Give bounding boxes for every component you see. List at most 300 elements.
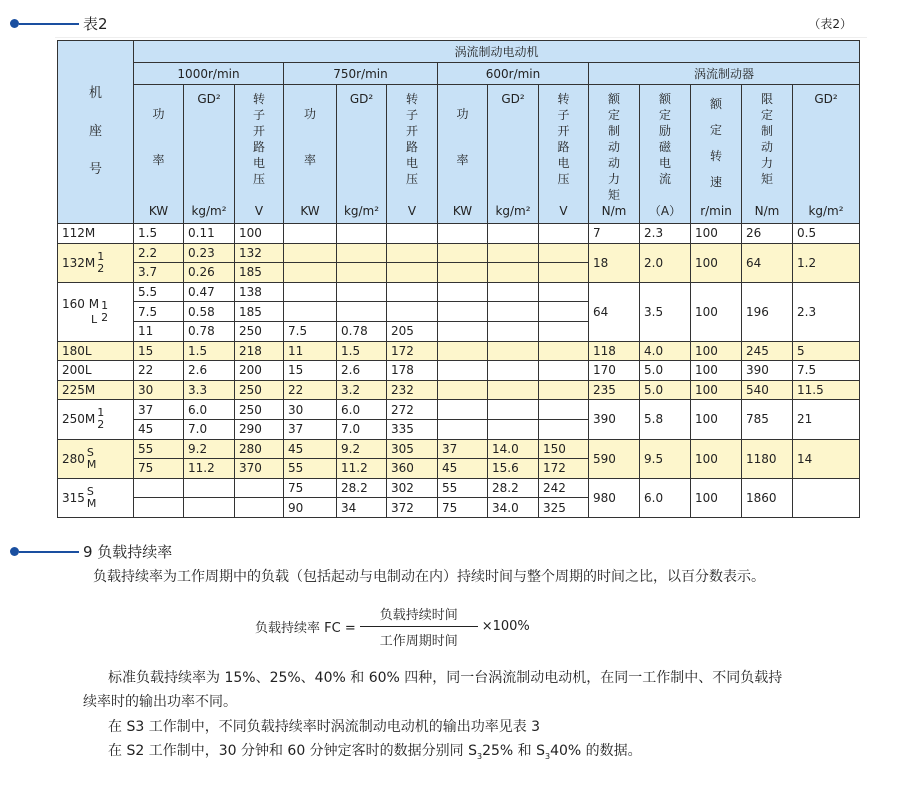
table-cell: 28.2 (337, 478, 387, 498)
header-label (188, 85, 230, 223)
header-chars: 限定制动力矩 (760, 92, 773, 186)
brake-cell: 540 (742, 380, 793, 400)
seat-base: 160 M (62, 296, 100, 311)
table-cell (539, 400, 589, 420)
seat-cell (58, 361, 134, 381)
table-cell (387, 263, 438, 283)
header-row (58, 63, 860, 85)
speed-header: 600r/min (438, 63, 589, 85)
table-cell (337, 224, 387, 244)
table-cell (488, 321, 539, 341)
duty-cycle-formula (255, 604, 530, 649)
brake-cell: 5.0 (640, 361, 691, 381)
table-row (58, 282, 860, 302)
header-unit: N/m (601, 204, 627, 218)
para1-line1: 标准负载持续率为 15%、25%、40% 和 60% 四种，同一台涡流制动电动机，在同一工作制中、不同负载持 (108, 670, 783, 686)
seat-cell (58, 224, 134, 244)
table-cell: 360 (387, 459, 438, 479)
table-cell (438, 282, 488, 302)
table-cell (488, 380, 539, 400)
brake-cell: 64 (742, 243, 793, 282)
seat-suffix (97, 407, 104, 431)
brake-cell: 21 (793, 400, 860, 439)
header-label (797, 85, 855, 223)
seat-base-wrap (62, 362, 92, 378)
seat-base-wrap (62, 382, 95, 398)
seat-cell (58, 400, 134, 439)
table-row (58, 400, 860, 420)
column-header (184, 85, 235, 224)
table-cell: 7.0 (184, 419, 235, 439)
header-unit: KW (300, 204, 320, 218)
seat-label (62, 362, 129, 378)
table-cell: 1.5 (184, 341, 235, 361)
seat-label (62, 225, 129, 241)
table-cell: 22 (284, 380, 337, 400)
table-cell (438, 224, 488, 244)
table-cell (488, 243, 539, 263)
table-cell: 1.5 (134, 224, 184, 244)
seat-extra: L (90, 312, 98, 326)
seat-cell (58, 380, 134, 400)
brake-cell: 235 (589, 380, 640, 400)
table-cell: 3.3 (184, 380, 235, 400)
table-cell: 9.2 (184, 439, 235, 459)
table-cell: 11.2 (184, 459, 235, 479)
seat-suffix (87, 486, 97, 510)
header-unit: r/min (700, 204, 732, 218)
header-unit: V (559, 204, 568, 218)
header-label (391, 85, 433, 223)
brake-cell: 26 (742, 224, 793, 244)
column-header (793, 85, 860, 224)
column-header (589, 85, 640, 224)
bullet-dot-icon (10, 547, 19, 556)
header-row (58, 85, 860, 224)
table-cell: 28.2 (488, 478, 539, 498)
seat-header-label: 机座号 (88, 86, 102, 177)
brake-cell: 100 (691, 380, 742, 400)
divider (55, 37, 867, 38)
table-cell: 132 (235, 243, 284, 263)
speed-header: 750r/min (284, 63, 438, 85)
table-cell: 205 (387, 321, 438, 341)
seat-label (62, 343, 129, 359)
header-unit: KW (148, 204, 169, 218)
brake-cell: 390 (589, 400, 640, 439)
header-label (543, 85, 584, 223)
seat-suffix-item: 2 (101, 310, 109, 324)
table-row (58, 224, 860, 244)
seat-suffix-item: 1 (101, 298, 109, 312)
spec-table (57, 40, 860, 518)
seat-suffix-item: M (86, 457, 97, 471)
table-cell (539, 263, 589, 283)
table-cell (284, 282, 337, 302)
table-cell (438, 400, 488, 420)
header-chars: 额定制动动力矩 (607, 92, 620, 202)
table-cell: 250 (235, 321, 284, 341)
brake-cell: 3.5 (640, 282, 691, 341)
brake-cell: 14 (793, 439, 860, 478)
seat-cell (58, 478, 134, 517)
table-cell: 250 (235, 380, 284, 400)
header-label (138, 85, 179, 223)
table-section-heading (10, 13, 108, 34)
header-row (58, 41, 860, 63)
brake-cell: 9.5 (640, 439, 691, 478)
brake-cell: 170 (589, 361, 640, 381)
seat-base: 250M (62, 412, 96, 427)
table-row (58, 341, 860, 361)
table-cell: 45 (438, 459, 488, 479)
section9-heading (10, 541, 172, 562)
table-cell: 232 (387, 380, 438, 400)
table-cell (438, 419, 488, 439)
brake-cell: 1.2 (793, 243, 860, 282)
table-cell (488, 282, 539, 302)
para1-line2: 续率时的输出功率不同。 (83, 694, 237, 710)
brake-cell: 5.0 (640, 380, 691, 400)
table-cell (438, 263, 488, 283)
section9-intro: 负载持续率为工作周期中的负载（包括起动与电制动在内）持续时间与整个周期的时间之比，以百分数表示。 (93, 569, 765, 585)
header-unit: V (407, 204, 417, 218)
formula-lhs: 负载持续率 FC = (255, 621, 356, 636)
header-label (644, 85, 686, 223)
seat-suffix-item: 1 (97, 406, 105, 420)
header-label (492, 85, 534, 223)
seat-base: 225M (62, 383, 96, 398)
table-cell (387, 302, 438, 322)
table-cell: 100 (235, 224, 284, 244)
table-cell: 75 (438, 498, 488, 518)
table-cell: 55 (134, 439, 184, 459)
brake-cell: 2.3 (640, 224, 691, 244)
brake-cell: 590 (589, 439, 640, 478)
formula-fraction (360, 604, 478, 649)
brake-cell: 785 (742, 400, 793, 439)
header-unit: kg/m² (808, 204, 844, 218)
table-cell (539, 282, 589, 302)
header-unit: （A） (648, 204, 682, 218)
table-cell (337, 282, 387, 302)
brake-cell: 4.0 (640, 341, 691, 361)
table-cell: 55 (438, 478, 488, 498)
column-header (742, 85, 793, 224)
formula-factor: ×100% (481, 619, 530, 634)
bullet-line (19, 23, 79, 25)
table-row (58, 380, 860, 400)
table-cell: 3.2 (337, 380, 387, 400)
column-header (387, 85, 438, 224)
table-cell (539, 341, 589, 361)
brake-cell: 118 (589, 341, 640, 361)
header-chars: 功率 (456, 107, 469, 167)
header-label (695, 85, 737, 223)
table-cell: 6.0 (184, 400, 235, 420)
table-cell (387, 282, 438, 302)
brake-cell: 980 (589, 478, 640, 517)
column-header (438, 85, 488, 224)
header-chars: 功率 (152, 107, 165, 167)
table-cell (438, 302, 488, 322)
table-cell: 45 (134, 419, 184, 439)
table-cell (134, 498, 184, 518)
table-cell (539, 302, 589, 322)
header-chars: 转子开路电压 (557, 92, 570, 186)
table-cell (284, 224, 337, 244)
para3-text: 25% 和 S (482, 743, 546, 759)
seat-base: 180L (62, 343, 92, 358)
para3 (108, 741, 642, 767)
table-cell: 305 (387, 439, 438, 459)
formula-denominator: 工作周期时间 (379, 634, 458, 649)
bullet-line (19, 551, 79, 553)
seat-base-wrap (62, 296, 99, 328)
header-chars: GD² (197, 92, 221, 106)
table-cell: 14.0 (488, 439, 539, 459)
table-cell (387, 243, 438, 263)
seat-header (58, 41, 134, 224)
table-cell (284, 243, 337, 263)
table-cell (438, 321, 488, 341)
table-cell (284, 263, 337, 283)
seat-suffix-item: S (86, 484, 94, 498)
header-label (239, 85, 279, 223)
table-cell: 30 (284, 400, 337, 420)
table-cell (539, 243, 589, 263)
seat-cell (58, 439, 134, 478)
seat-cell (58, 282, 134, 341)
table-row (58, 478, 860, 498)
table-cell: 1.5 (337, 341, 387, 361)
table-cell (539, 321, 589, 341)
table-cell (134, 478, 184, 498)
subscript: 3 (477, 751, 483, 761)
table-cell (337, 302, 387, 322)
column-header (134, 85, 184, 224)
seat-suffix-item: S (86, 445, 94, 459)
header-chars: 转子开路电压 (252, 92, 265, 186)
brake-cell: 5.8 (640, 400, 691, 439)
header-chars: GD² (349, 92, 374, 106)
seat-base-wrap (62, 343, 92, 359)
header-label (593, 85, 635, 223)
brake-cell: 100 (691, 439, 742, 478)
brake-cell: 18 (589, 243, 640, 282)
brake-cell: 6.0 (640, 478, 691, 517)
table-cell: 7.5 (284, 321, 337, 341)
header-chars: GD² (501, 92, 525, 106)
seat-label (62, 407, 129, 431)
table-cell: 290 (235, 419, 284, 439)
table-cell (488, 341, 539, 361)
seat-suffix (87, 447, 97, 471)
header-chars: 转子开路电压 (405, 92, 418, 186)
table-cell: 75 (284, 478, 337, 498)
table-cell (438, 341, 488, 361)
table-cell: 335 (387, 419, 438, 439)
table-cell (539, 224, 589, 244)
header-unit: kg/m² (343, 204, 380, 218)
seat-base: 200L (62, 363, 92, 378)
brake-cell: 196 (742, 282, 793, 341)
table-cell: 3.7 (134, 263, 184, 283)
bullet-dot-icon (10, 19, 19, 28)
table-cell (438, 243, 488, 263)
header-unit: V (254, 204, 264, 218)
table-cell (235, 498, 284, 518)
brake-cell: 7.5 (793, 361, 860, 381)
seat-base-wrap (62, 451, 85, 467)
table-cell: 370 (235, 459, 284, 479)
table-cell: 0.26 (184, 263, 235, 283)
seat-base: 315 (62, 490, 85, 505)
column-header (691, 85, 742, 224)
table-cell (387, 224, 438, 244)
table-cell (488, 400, 539, 420)
table-cell: 37 (134, 400, 184, 420)
seat-base: 280 (62, 451, 85, 466)
seat-suffix (97, 251, 104, 275)
brake-cell: 11.5 (793, 380, 860, 400)
para3-text: 在 S2 工作制中，30 分钟和 60 分钟定客时的数据分别同 S (108, 743, 478, 759)
table-cell (438, 361, 488, 381)
table-cell (235, 478, 284, 498)
seat-cell (58, 341, 134, 361)
column-header (337, 85, 387, 224)
table-cell: 15.6 (488, 459, 539, 479)
table-cell: 178 (387, 361, 438, 381)
table-cell: 372 (387, 498, 438, 518)
seat-suffix-item: 2 (97, 261, 105, 275)
table-cell (539, 380, 589, 400)
table-section-title: 表2 (83, 15, 108, 33)
table-cell: 250 (235, 400, 284, 420)
seat-suffix-item: 1 (97, 249, 105, 263)
table-cell: 34 (337, 498, 387, 518)
seat-label (62, 382, 129, 398)
seat-base-wrap (62, 490, 85, 506)
column-header (488, 85, 539, 224)
table-cell: 185 (235, 302, 284, 322)
seat-cell (58, 243, 134, 282)
brake-cell: 100 (691, 400, 742, 439)
brake-cell: 2.0 (640, 243, 691, 282)
table-cell: 6.0 (337, 400, 387, 420)
table-cell (488, 302, 539, 322)
brake-cell: 100 (691, 478, 742, 517)
table-cell: 0.58 (184, 302, 235, 322)
seat-base-wrap (62, 411, 95, 427)
brake-cell: 1860 (742, 478, 793, 517)
table-cell: 302 (387, 478, 438, 498)
table-cell: 22 (134, 361, 184, 381)
table-cell: 90 (284, 498, 337, 518)
table-cell: 185 (235, 263, 284, 283)
table-cell: 45 (284, 439, 337, 459)
brake-cell: 100 (691, 341, 742, 361)
speed-header: 1000r/min (134, 63, 284, 85)
table-cell: 55 (284, 459, 337, 479)
table-cell: 37 (284, 419, 337, 439)
table-cell (539, 361, 589, 381)
table-cell (488, 263, 539, 283)
brake-cell: 390 (742, 361, 793, 381)
motor-header: 涡流制动电动机 (134, 41, 860, 63)
header-chars: 功率 (303, 107, 316, 167)
table-cell (488, 419, 539, 439)
column-header (284, 85, 337, 224)
table-cell: 7.5 (134, 302, 184, 322)
section9-title: 9 负载持续率 (83, 543, 173, 561)
table-cell: 150 (539, 439, 589, 459)
table-cell (438, 380, 488, 400)
table-cell (488, 224, 539, 244)
table-cell (488, 361, 539, 381)
column-header (539, 85, 589, 224)
brake-cell: 0.5 (793, 224, 860, 244)
table-cell: 0.78 (337, 321, 387, 341)
table-cell: 272 (387, 400, 438, 420)
para2: 在 S3 工作制中，不同负载持续率时涡流制动电动机的输出功率见表 3 (108, 719, 541, 735)
brake-cell: 100 (691, 224, 742, 244)
seat-label (62, 296, 129, 328)
table-cell: 0.47 (184, 282, 235, 302)
brake-cell: 100 (691, 282, 742, 341)
table-cell: 172 (539, 459, 589, 479)
table-caption: （表2） (808, 17, 852, 31)
table-cell (184, 478, 235, 498)
brake-header: 涡流制动器 (589, 63, 860, 85)
table-row (58, 243, 860, 263)
column-header (235, 85, 284, 224)
table-row (58, 439, 860, 459)
header-chars: 额定励磁电流 (658, 92, 671, 186)
table-cell: 2.2 (134, 243, 184, 263)
brake-cell: 245 (742, 341, 793, 361)
header-label (442, 85, 483, 223)
brake-cell: 100 (691, 243, 742, 282)
seat-label (62, 486, 129, 510)
seat-suffix-item: 2 (97, 418, 105, 432)
subscript: 3 (545, 751, 551, 761)
formula-numerator: 负载持续时间 (379, 608, 458, 623)
table-cell: 200 (235, 361, 284, 381)
seat-base-wrap (62, 255, 95, 271)
table-cell: 0.78 (184, 321, 235, 341)
brake-cell: 7 (589, 224, 640, 244)
brake-cell: 1180 (742, 439, 793, 478)
header-unit: kg/m² (191, 204, 227, 218)
table-cell (337, 243, 387, 263)
table-cell: 2.6 (184, 361, 235, 381)
table-cell (284, 302, 337, 322)
table-cell: 218 (235, 341, 284, 361)
seat-base-wrap (62, 225, 95, 241)
header-unit: kg/m² (495, 204, 531, 218)
seat-base: 132M (62, 255, 96, 270)
table-cell: 0.23 (184, 243, 235, 263)
brake-cell: 2.3 (793, 282, 860, 341)
seat-base: 112M (62, 226, 96, 241)
table-cell: 75 (134, 459, 184, 479)
seat-label (62, 251, 129, 275)
brake-cell: 5 (793, 341, 860, 361)
table-cell: 280 (235, 439, 284, 459)
table-cell (184, 498, 235, 518)
para3-text: 40% 的数据。 (550, 743, 642, 759)
